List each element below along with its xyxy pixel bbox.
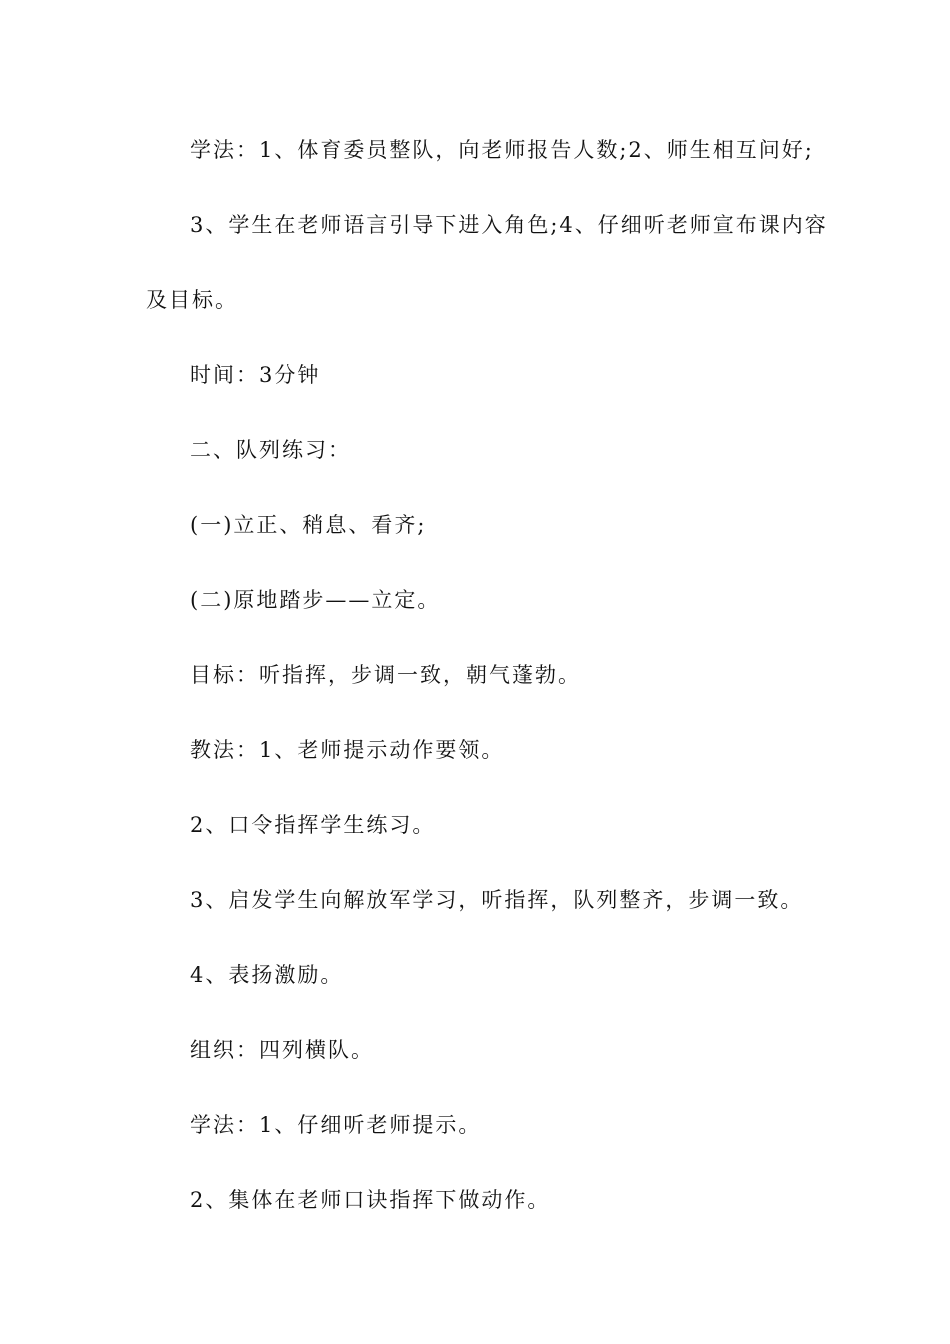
paragraph-line: 2、集体在老师口诀指挥下做动作。 — [190, 1188, 551, 1212]
paragraph-line: 3、启发学生向解放军学习，听指挥，队列整齐，步调一致。 — [190, 888, 804, 912]
paragraph-line: 及目标。 — [146, 288, 238, 312]
paragraph-line: (二)原地踏步——立定。 — [190, 588, 441, 612]
paragraph-line: (一)立正、稍息、看齐; — [190, 513, 427, 537]
section-heading: 二、队列练习： — [190, 438, 351, 462]
paragraph-line: 学法：1、仔细听老师提示。 — [190, 1113, 482, 1137]
paragraph-line: 时间：3分钟 — [190, 363, 321, 387]
paragraph-line: 2、口令指挥学生练习。 — [190, 813, 436, 837]
paragraph-line: 教法：1、老师提示动作要领。 — [190, 738, 505, 762]
paragraph-line: 学法：1、体育委员整队，向老师报告人数;2、师生相互问好; — [190, 138, 814, 162]
paragraph-line: 目标：听指挥，步调一致，朝气蓬勃。 — [190, 663, 581, 687]
paragraph-line: 3、学生在老师语言引导下进入角色;4、仔细听老师宣布课内容 — [190, 213, 828, 237]
paragraph-line: 组织：四列横队。 — [190, 1038, 374, 1062]
paragraph-line: 4、表扬激励。 — [190, 963, 344, 987]
